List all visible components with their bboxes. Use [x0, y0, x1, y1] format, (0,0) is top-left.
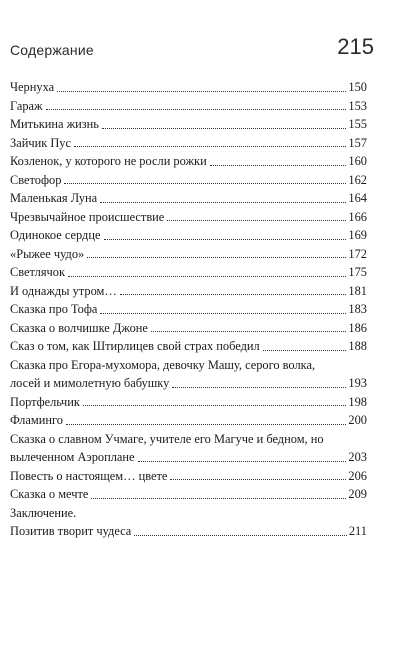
toc-entry-page: 166 [348, 209, 367, 224]
toc-entry-title: Повесть о настоящем… цвете [10, 468, 168, 483]
toc-leader-dots [66, 424, 346, 425]
toc-leader-dots [87, 257, 346, 258]
toc-entry-page: 172 [348, 246, 367, 261]
toc-entry-title: Сказка про Тофа [10, 302, 98, 316]
toc-entry-page: 193 [348, 376, 367, 390]
toc-entry-page: 203 [348, 450, 367, 464]
toc-entry-title: Сказка о волчишке Джоне [10, 320, 148, 335]
toc-entry-title: Сказка о мечте [10, 487, 89, 501]
toc-entry-page: 181 [348, 283, 367, 298]
toc-leader-dots [57, 91, 346, 92]
toc-leader-dots [46, 109, 347, 110]
toc-entry-page: 157 [348, 135, 367, 150]
toc-entry-page: 155 [348, 117, 367, 131]
toc-leader-dots [263, 350, 347, 351]
page-number: 215 [337, 34, 374, 59]
toc-entry-page: 200 [348, 413, 367, 427]
toc-entry [10, 504, 367, 523]
toc-leader-dots [120, 294, 347, 295]
toc-entry-title: Митькина жизнь [10, 117, 99, 131]
toc-entry [10, 393, 367, 412]
toc-leader-dots [100, 313, 346, 314]
toc-entry [10, 282, 367, 301]
toc-entry [10, 356, 367, 393]
toc-entry-page: 164 [348, 191, 367, 205]
toc-leader-dots [134, 535, 347, 536]
toc-entry [10, 97, 367, 116]
running-head: Содержание [10, 42, 94, 58]
toc-entry-title-line1: Сказка про Егора-мухомора, девочку Машу, серого волка, [10, 357, 316, 372]
toc-entry-page: 206 [348, 468, 367, 483]
toc-entry-title: Маленькая Луна [10, 191, 98, 205]
toc-entry-page: 175 [348, 265, 367, 279]
toc-leader-dots [151, 331, 346, 332]
toc-entry [10, 467, 367, 486]
toc-leader-dots [83, 405, 347, 406]
toc-entry-page: 153 [348, 98, 367, 113]
toc-entry [10, 226, 367, 245]
toc-entry-title: Зайчик Пус [10, 135, 71, 150]
toc-entry [10, 208, 367, 227]
toc-leader-dots [68, 276, 346, 277]
toc-leader-dots [91, 498, 346, 499]
toc-entry-title-line2: лосей и мимолетную бабушку [10, 376, 170, 390]
toc-entry-title: Светлячок [10, 265, 65, 279]
toc-leader-dots [167, 220, 346, 221]
toc-entry-title: Козленок, у которого не росли рожки [10, 154, 207, 168]
toc-leader-dots [172, 387, 346, 388]
toc-entry-page: 209 [348, 487, 367, 501]
toc-entry-page: 188 [348, 339, 367, 353]
toc-entry [10, 171, 367, 190]
toc-leader-dots [210, 165, 347, 166]
toc-leader-dots [138, 461, 347, 462]
toc-entry [10, 245, 367, 264]
toc-entry [10, 319, 367, 338]
toc-entry [10, 411, 367, 430]
toc-entry-title: Чрезвычайное происшествие [10, 209, 165, 224]
toc-entry-title: Светофор [10, 172, 62, 187]
toc-entry-title: «Рыжее чудо» [10, 246, 85, 261]
toc-entry-title: Фламинго [10, 413, 63, 427]
toc-entry-title: Одинокое сердце [10, 228, 101, 242]
toc-entry-title: Гараж [10, 98, 43, 113]
toc-entry-page: 169 [348, 228, 367, 242]
toc-entry-page: 186 [348, 320, 367, 335]
toc-entry-title: Позитив творит чудеса [10, 524, 132, 538]
toc-entry [10, 263, 367, 282]
toc-entry-page: 150 [348, 80, 367, 94]
toc-entry-page: 183 [348, 302, 367, 316]
toc-entry [10, 134, 367, 153]
toc-entry [10, 300, 367, 319]
toc-entry-page: 160 [348, 154, 367, 168]
toc-entry [10, 485, 367, 504]
toc-entry-title: Портфельчик [10, 394, 80, 409]
toc-entry [10, 115, 367, 134]
toc-entry-title-line1: Сказка о славном Учмаге, учителе его Магуче и бедном, но [10, 431, 324, 446]
toc-leader-dots [104, 239, 347, 240]
toc-entry-title-line2: вылеченном Аэроплане [10, 450, 135, 464]
toc-entry-title: Заключение. [10, 505, 77, 520]
toc-entry [10, 78, 367, 97]
toc-entry-title: Сказ о том, как Штирлицев свой страх победил [10, 339, 260, 353]
toc-entry [10, 152, 367, 171]
toc-entry-page: 198 [348, 394, 367, 409]
toc-leader-dots [102, 128, 346, 129]
toc-entry [10, 522, 367, 541]
toc-entry [10, 337, 367, 356]
toc-entry-title: И однажды утром… [10, 283, 117, 298]
toc-leader-dots [100, 202, 346, 203]
toc-entry [10, 430, 367, 467]
toc-entry-page: 162 [348, 172, 367, 187]
toc-entry-page: 211 [348, 524, 367, 538]
toc-entry-title: Чернуха [10, 80, 55, 94]
toc-leader-dots [74, 146, 346, 147]
toc-entry [10, 189, 367, 208]
table-of-contents [10, 78, 367, 541]
toc-leader-dots [64, 183, 346, 184]
toc-leader-dots [170, 479, 346, 480]
